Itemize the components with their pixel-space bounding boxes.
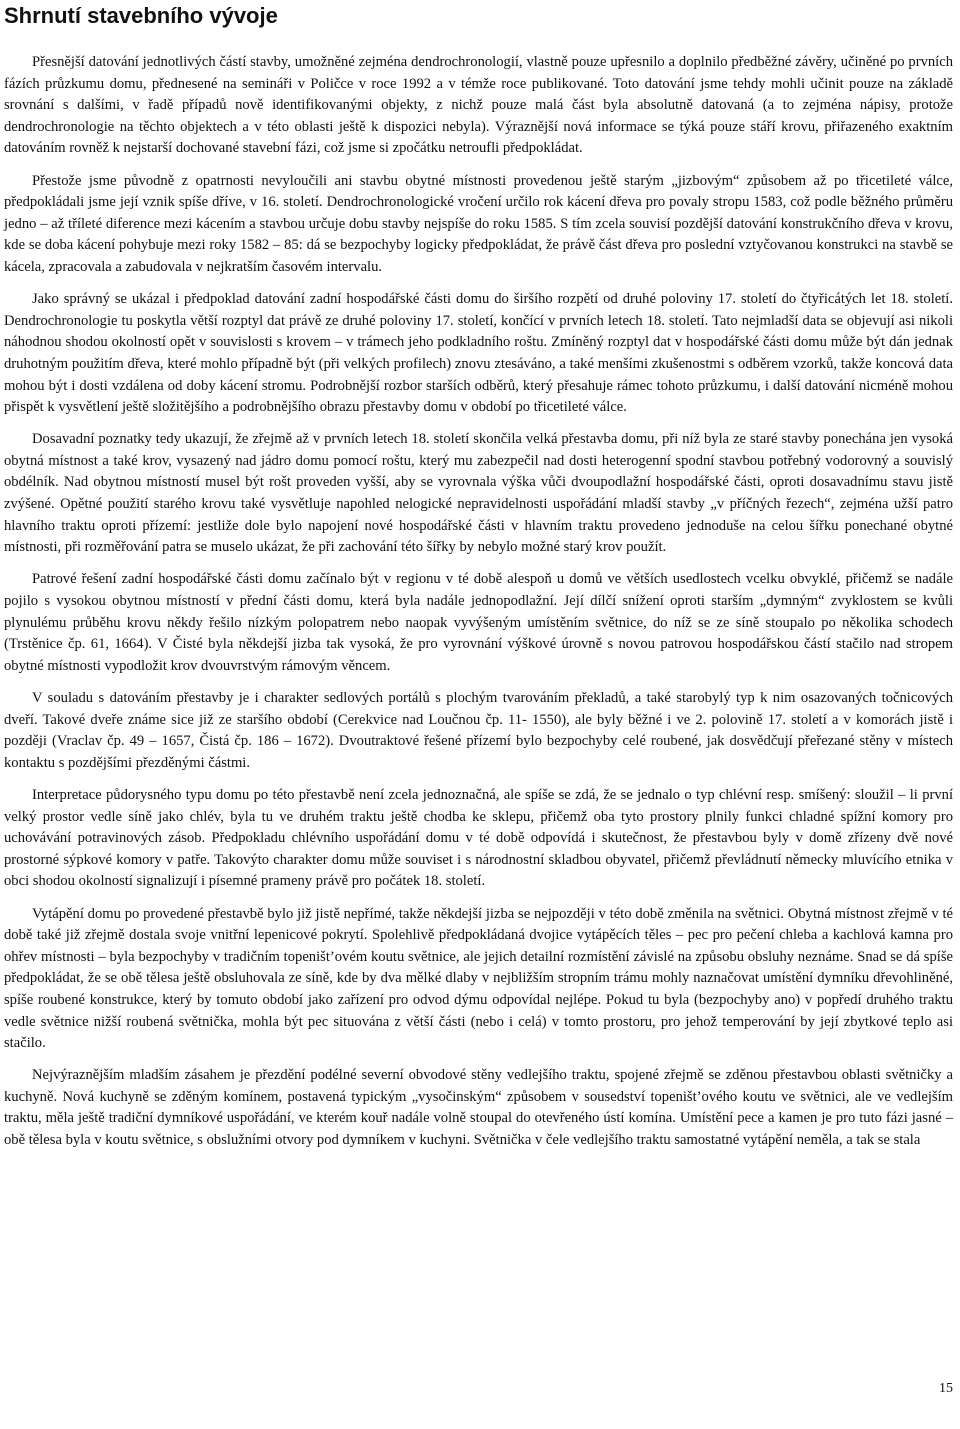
paragraph-8: Vytápění domu po provedené přestavbě bylo již jistě nepřímé, takže někdejší jizba se nejpozději v této době změnila na světnici. Obytná místnost zřejmě v té době také již zřejmě dostala svoje vnitřní lepenicové pokrytí. Spolehlivě předpokládaná dvojice vytápěcích těles – pec pro pečení chleba a kachlová kamna pro ohřev místnosti – byla bezpochyby v tradičním topeništ’ovém koutu světnice, ale jejich detailní rozmístění závislé na způsobu obsluhy neznáme. Snad se dá spíše předpokládat, že se obě tělesa ještě obsluhovala ze síně, kde by dva mělké dlaby v nejbližším stropním trámu mohly naznačovat umístění dymníku dřevohliněné, spíše roubené konstrukce, který by tomuto období jako zařízení pro odvod dýmu odpovídal nejlépe. Pokud tu byla (bezpochyby ano) v popředí druhého traktu vedle světnice nižší roubená světnička, mohla být pec situována z větší části (nebo i celá) v tomto prostoru, pro jehož temperování by její zbytkové teplo asi stačilo. <box>4 905 953 1052</box>
paragraph-2: Přestože jsme původně z opatrnosti nevyloučili ani stavbu obytné místnosti provedenou ještě starým „jizbovým“ způsobem až po třicetileté válce, předpokládali jsme její vznik spíše dříve, v 16. století. Dendrochronologické vročení určilo rok kácení dřeva pro povaly stropu 1583, což podle běžného průměru jedno – až tříleté diference mezi kácením a stavbou určuje dobu stavby nejspíše do roku 1585. S tím zcela souvisí pozdější datování konstrukčního dřeva v krovu, kde se doba kácení pohybuje mezi roky 1582 – 85: dá se bezpochyby logicky předpokládat, že právě část dřeva pro poslední vztyčovanou konstrukci na stavbě se kácela, zpracovala a zabudovala v nejkratším časovém intervalu. <box>4 172 953 275</box>
paragraph-9: Nejvýraznějším mladším zásahem je přezdění podélné severní obvodové stěny vedlejšího traktu, spojené zřejmě se zděnou přestavbou oblasti světničky a kuchyně. Nová kuchyně se zděným komínem, postavená typickým „vysočinským“ způsobem v sousedství topeništ’ového koutu ve světnici, ale ve vedlejším traktu, měla ještě tradiční dymníkové uspořádání, ve kterém kouř nadále volně stoupal do otevřeného ústí komína. Umístění pece a kamen je pro tuto fázi jasné – obě tělesa byla v koutu světnice, s obslužními otvory pod dymníkem v kuchyni. Světnička v čele vedlejšího traktu samostatné vytápění neměla, a tak se stala <box>4 1067 953 1149</box>
paragraph-1: Přesnější datování jednotlivých částí stavby, umožněné zejména dendrochronologií, vlastně pouze upřesnilo a doplnilo předběžné závěry, učiněné po prvních fázích průzkumu domu, přednesené na semináři v Poličce v roce 1992 a v témže roce publikované. Toto datování jsme tehdy mohli učinit pouze na základě srovnání s dalšími, v řadě případů nově identifikovanými objekty, z nichž pouze malá část byla absolutně datovaná (a to zejména nápisy, protože dendrochronologie na těchto objektech a v této oblasti ještě k dispozici nebyla). Výraznější nová informace se týká pouze stáří krovu, přiřazeného exaktním datováním rovněž k nejstarší dochované stavební fázi, což jsme si zpočátku netroufli předpokládat. <box>4 54 953 157</box>
page-title: Shrnutí stavebního vývoje <box>4 3 278 28</box>
paragraph-4: Dosavadní poznatky tedy ukazují, že zřejmě až v prvních letech 18. století skončila velká přestavba domu, při níž byla ze staré stavby ponechána jen vysoká obytná místnost a také krov, vysazený nad jádro domu pomocí roštu, který mu zabezpečil nad dosti heterogenní spodní stavbou potřebný vodorovný a souvislý obdélník. Nad obytnou místností musel být rošt proveden vyšší, aby se vyrovnala výška vůči dvoupodlažní hospodářské části, oproti dosavadnímu stavu jistě zvýšené. Opětné použití starého krovu také vysvětluje napohled nelogické nepravidelnosti uspořádání mladší stavby „v příčných řezech“, zejména užší patro hlavního traktu oproti přízemí: jestliže dole bylo napojení nové hospodářské části v hlavním traktu provedeno jednoduše na celou šířku ponechané obytné místnosti, při rozměřování patra se muselo ukázat, že při zachování této šířky by nebylo možné starý krov použít. <box>4 431 953 556</box>
paragraph-7: Interpretace půdorysného typu domu po této přestavbě není zcela jednoznačná, ale spíše se zdá, že se jednalo o typ chlévní resp. smíšený: sloužil – li první velký prostor vedle síně jako chlév, byla tu ve druhém traktu ještě chodba ke sklepu, přičemž oba tyto prostory plnily funkci chladné spížní komory pro uchovávání potravinových zásob. Předpokladu chlévního uspořádání domu v té době odpovídá i skutečnost, že přestavbou byly v domě zřízeny dvě nové prostorné sýpkové komory v patře. Takovýto charakter domu může souviset i s národnostní skladbou obyvatel, přičemž převládnutí německy mluvícího etnika v obci shodou okolností signalizují i písemné prameny právě pro počátek 18. století. <box>4 786 953 890</box>
body-text <box>4 52 953 1162</box>
page-number: 15 <box>939 1381 953 1396</box>
paragraph-5: Patrové řešení zadní hospodářské části domu začínalo být v regionu v té době alespoň u domů ve větších usedlostech vcelku obvyklé, přičemž se nadále pojilo s vysokou obytnou místností v přední části domu, která byla nadále jednopodlažní. Její dílčí snížení oproti starším „dymným“ zvyklostem se kvůli plynulému průběhu krovu někdy řešilo nízkým polopatrem nebo naopak vyvýšeným umístěním světnice, do níž se ze síně stoupalo po několika schodech (Trstěnice čp. 61, 1664). V Čisté byla někdejší jizba tak vysoká, že pro vyrovnání výškové úrovně s novou patrovou hospodářskou částí stačilo nad stropem obytné místnosti vypodložit krov dvouvrstvým rámovým věncem. <box>4 571 953 674</box>
paragraph-3: Jako správný se ukázal i předpoklad datování zadní hospodářské části domu do širšího rozpětí od druhé poloviny 17. století do čtyřicátých let 18. století. Dendrochronologie tu poskytla větší rozptyl dat právě ze druhé poloviny 17. století, končící v prvních letech 18. století. Tato nejmladší data se objevují asi nikoli náhodnou shodou okolností opět v souvislosti s krovem – v trámech jeho podkladního roštu. Zmíněný rozptyl dat v hospodářské části domu může být dán jednak druhotným použitím dřeva, které mohlo případně být (při velkých profilech) znovu ztesáváno, a také menšími zkušenostmi s odběrem vzorků, takže koncová data mohou být i dosti vzdálena od doby kácení stromu. Podrobnější rozbor starších odběrů, který přesahuje rámec tohoto průzkumu, i další datování nicméně mohou přispět k vysvětlení ještě složitějšího a podrobnějšího obrazu přestavby domu v období po třicetileté válce. <box>4 291 953 416</box>
paragraph-6: V souladu s datováním přestavby je i charakter sedlových portálů s plochým tvarováním překladů, a také starobylý typ k nim osazovaných točnicových dveří. Takové dveře známe sice již ze staršího období (Cerekvice nad Loučnou čp. 11- 1550), ale byly běžné i ve 2. polovině 17. století a v komorách jistě i později (Vraclav čp. 49 – 1657, Čistá čp. 186 – 1672). Dvoutraktové řešené přízemí bylo bezpochyby celé roubené, jak dosvědčují přeřezané stěny v místech kontaktu s pozdějšími přezděnými částmi. <box>4 690 953 771</box>
